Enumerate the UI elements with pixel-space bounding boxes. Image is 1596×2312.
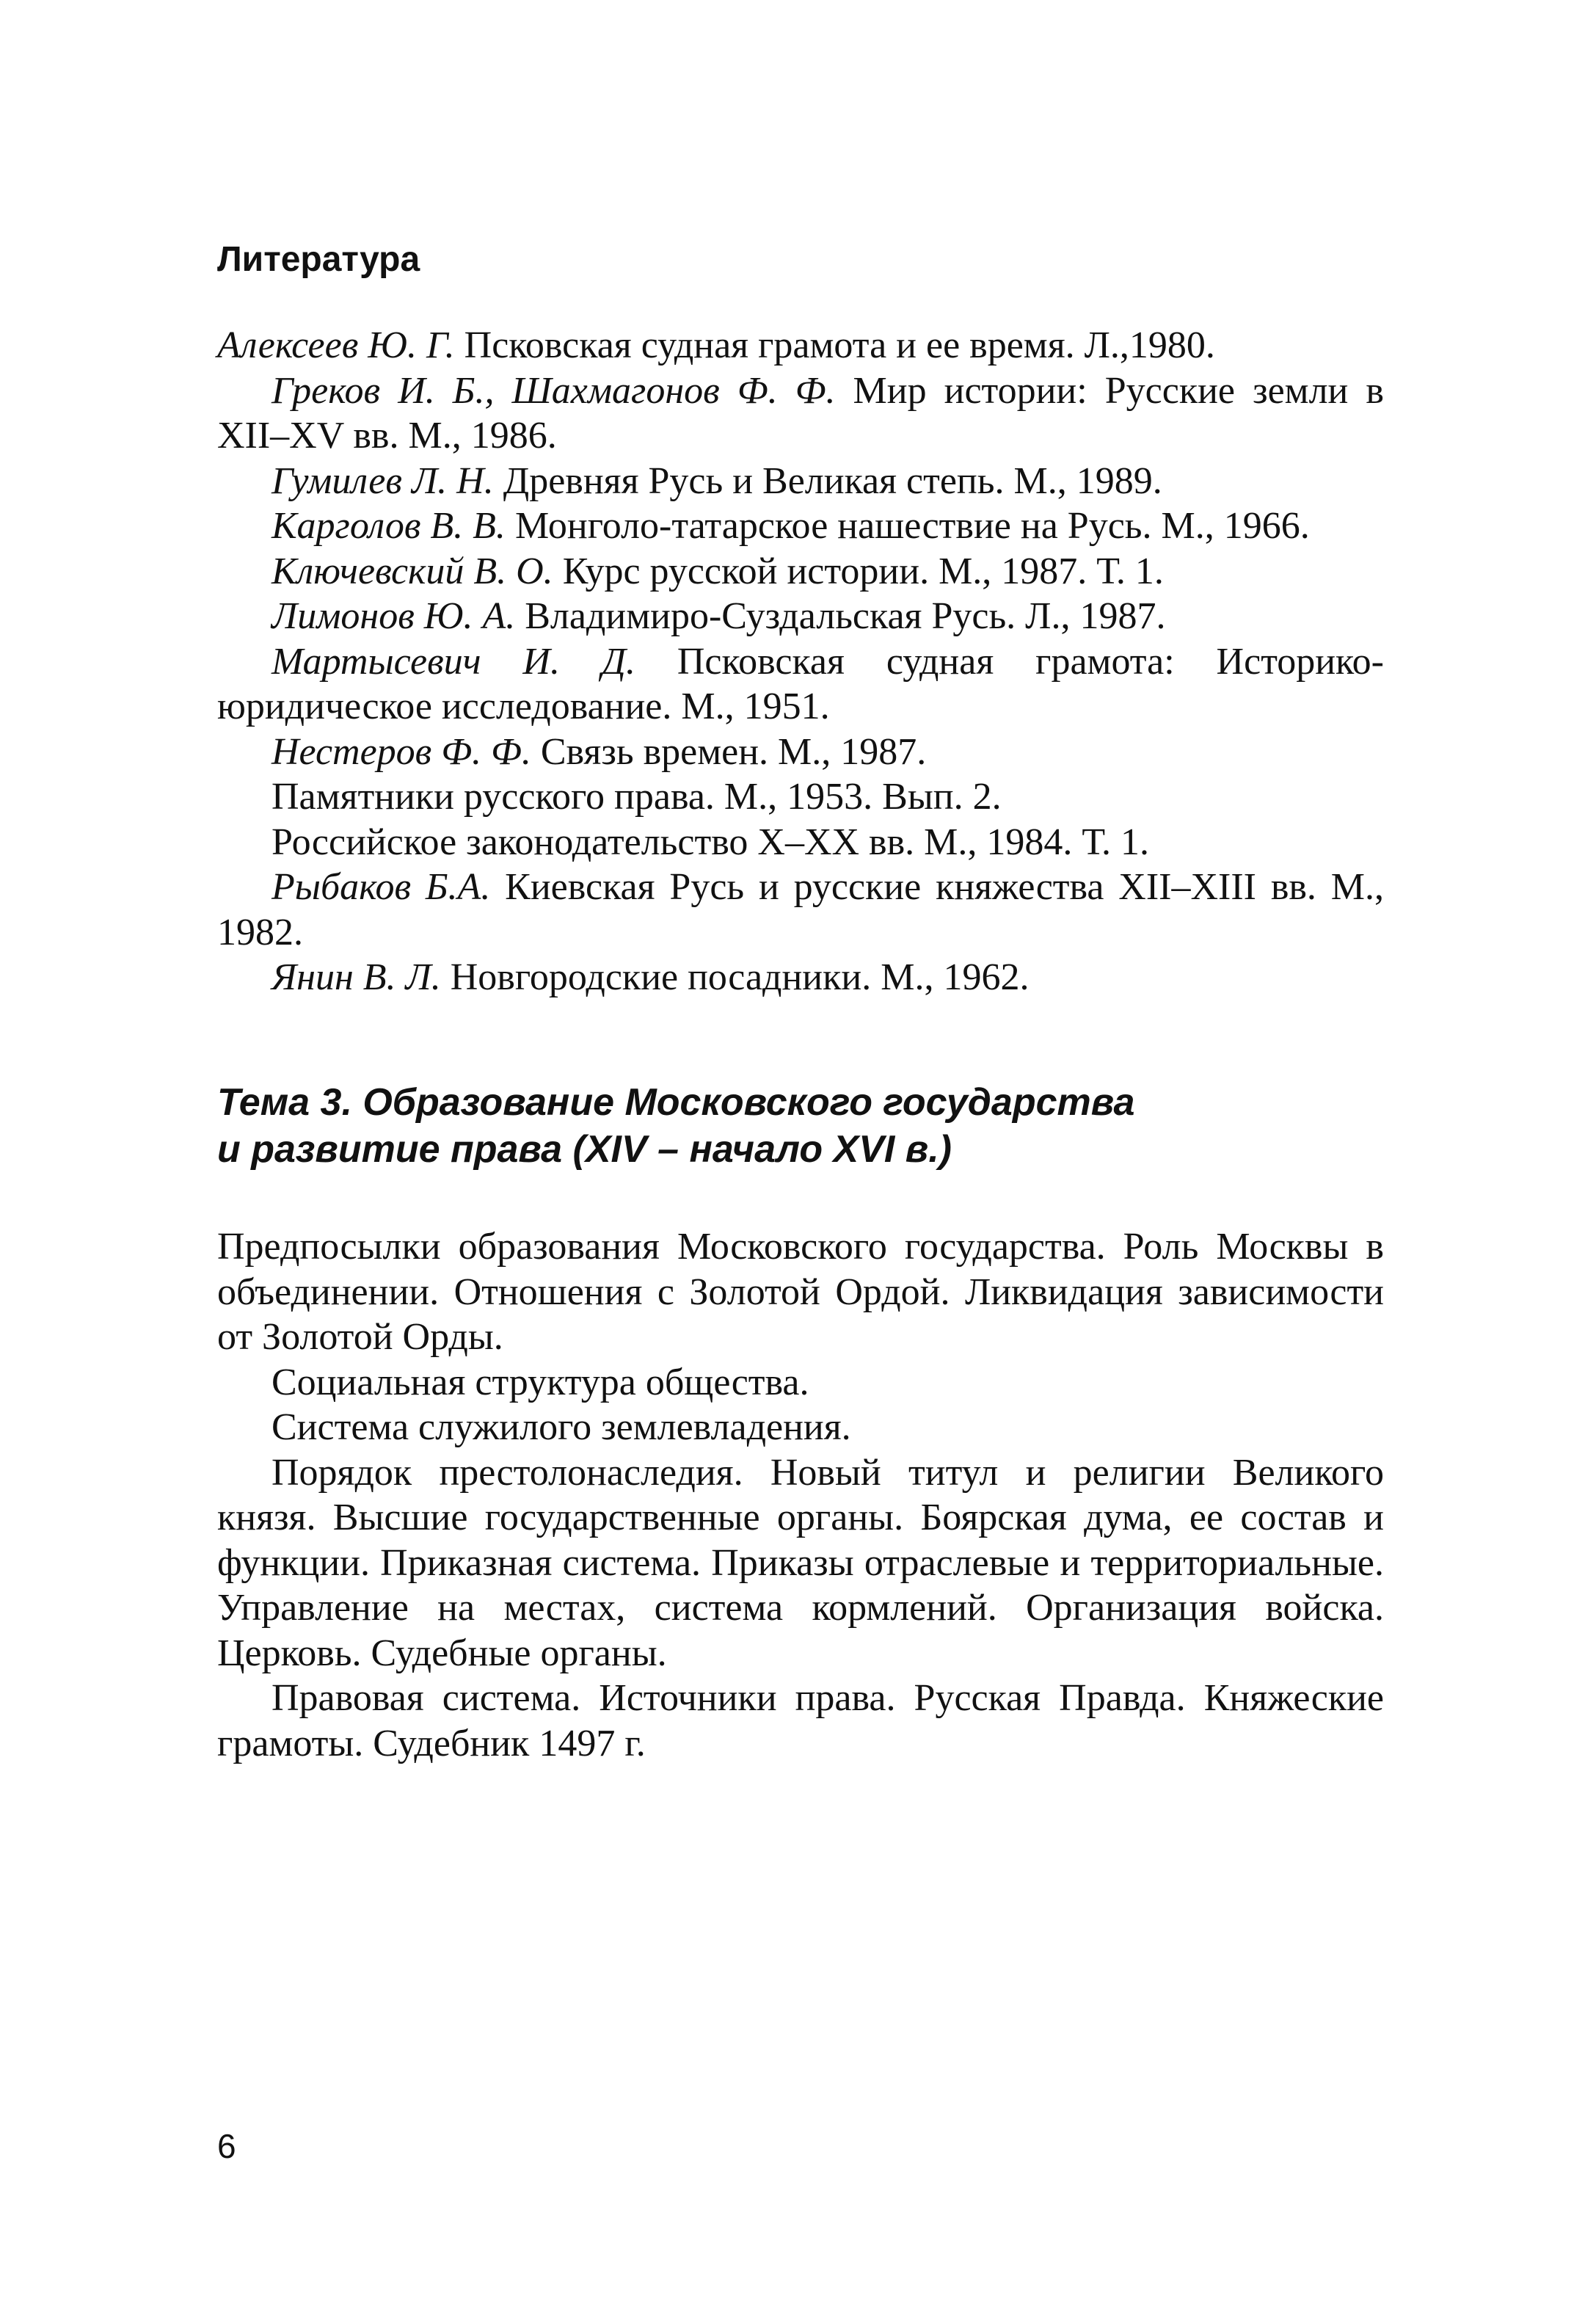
literature-item [217, 549, 1384, 595]
literature-item [217, 730, 1384, 775]
literature-heading: Литература [217, 240, 420, 279]
literature-title: Киевская Русь и русские княжества XII–XIII вв. М., 1982. [217, 866, 1385, 953]
literature-item [217, 459, 1384, 504]
topic-body [217, 1224, 1384, 1766]
topic-heading-line: Тема 3. Образование Московского государства [217, 1081, 1135, 1124]
literature-author: Гумилев Л. Н. [272, 459, 494, 502]
literature-item [217, 594, 1384, 639]
literature-item [217, 323, 1384, 368]
literature-author: Алексеев Ю. Г. [217, 324, 455, 366]
literature-item [217, 774, 1384, 820]
literature-author: Мартысевич И. Д. [272, 640, 635, 683]
literature-title: Памятники русского права. М., 1953. Вып. 2. [272, 776, 1002, 818]
literature-title: Монголо-татарское нашествие на Русь. М., 1966. [505, 505, 1310, 547]
topic-heading [217, 1079, 1384, 1173]
literature-author: Янин В. Л. [272, 956, 441, 998]
topic-paragraph: Порядок престолонаследия. Новый титул и религии Великого князя. Высшие государственные органы. Боярская дума, ее состав и функции. Приказная система. Приказы отраслевые и территориальные. Управление на местах, система кормлений. Организация войска. Церковь. Судебные органы. [217, 1451, 1384, 1674]
literature-title: Новгородские посадники. М., 1962. [440, 956, 1030, 998]
literature-title: Мир истории: Русские земли в XII–XV вв. М., 1986. [217, 369, 1384, 457]
literature-title: Древняя Русь и Великая степь. М., 1989. [493, 459, 1162, 502]
literature-list [217, 323, 1384, 1000]
literature-title: Псковская судная грамота: Историко-юридическое исследование. М., 1951. [217, 640, 1384, 727]
topic-heading-line: и развитие права (XIV – начало XVI в.) [217, 1128, 952, 1171]
literature-title: Связь времен. М., 1987. [531, 730, 927, 773]
literature-title: Российское законодательство X–XX вв. М., 1984. Т. 1. [272, 821, 1149, 863]
literature-item [217, 639, 1384, 730]
literature-title: Псковская судная грамота и ее время. Л.,1980. [454, 324, 1215, 366]
topic-paragraph: Предпосылки образования Московского государства. Роль Москвы в объединении. Отношения с Золотой Ордой. Ликвидация зависимости от Золотой Орды. [217, 1226, 1384, 1358]
literature-title: Владимиро-Суздальская Русь. Л., 1987. [515, 595, 1166, 637]
literature-item [217, 865, 1384, 955]
literature-author: Карголов В. В. [272, 505, 506, 547]
literature-item [217, 368, 1384, 459]
literature-author: Лимонов Ю. А. [272, 595, 516, 637]
literature-author: Греков И. Б., Шахмагонов Ф. Ф. [272, 369, 836, 412]
topic-paragraph: Социальная структура общества. [272, 1361, 809, 1403]
literature-item [217, 820, 1384, 865]
literature-item [217, 955, 1384, 1000]
literature-item [217, 504, 1384, 549]
topic-paragraph: Система служилого землевладения. [272, 1406, 851, 1448]
literature-author: Нестеров Ф. Ф. [272, 730, 531, 773]
literature-author: Ключевский В. О. [272, 550, 553, 592]
topic-paragraph: Правовая система. Источники права. Русская Правда. Княжеские грамоты. Судебник 1497 г. [217, 1677, 1384, 1764]
literature-author: Рыбаков Б.А. [272, 866, 491, 908]
page-number: 6 [217, 2127, 236, 2165]
literature-title: Курс русской истории. М., 1987. Т. 1. [553, 550, 1164, 592]
